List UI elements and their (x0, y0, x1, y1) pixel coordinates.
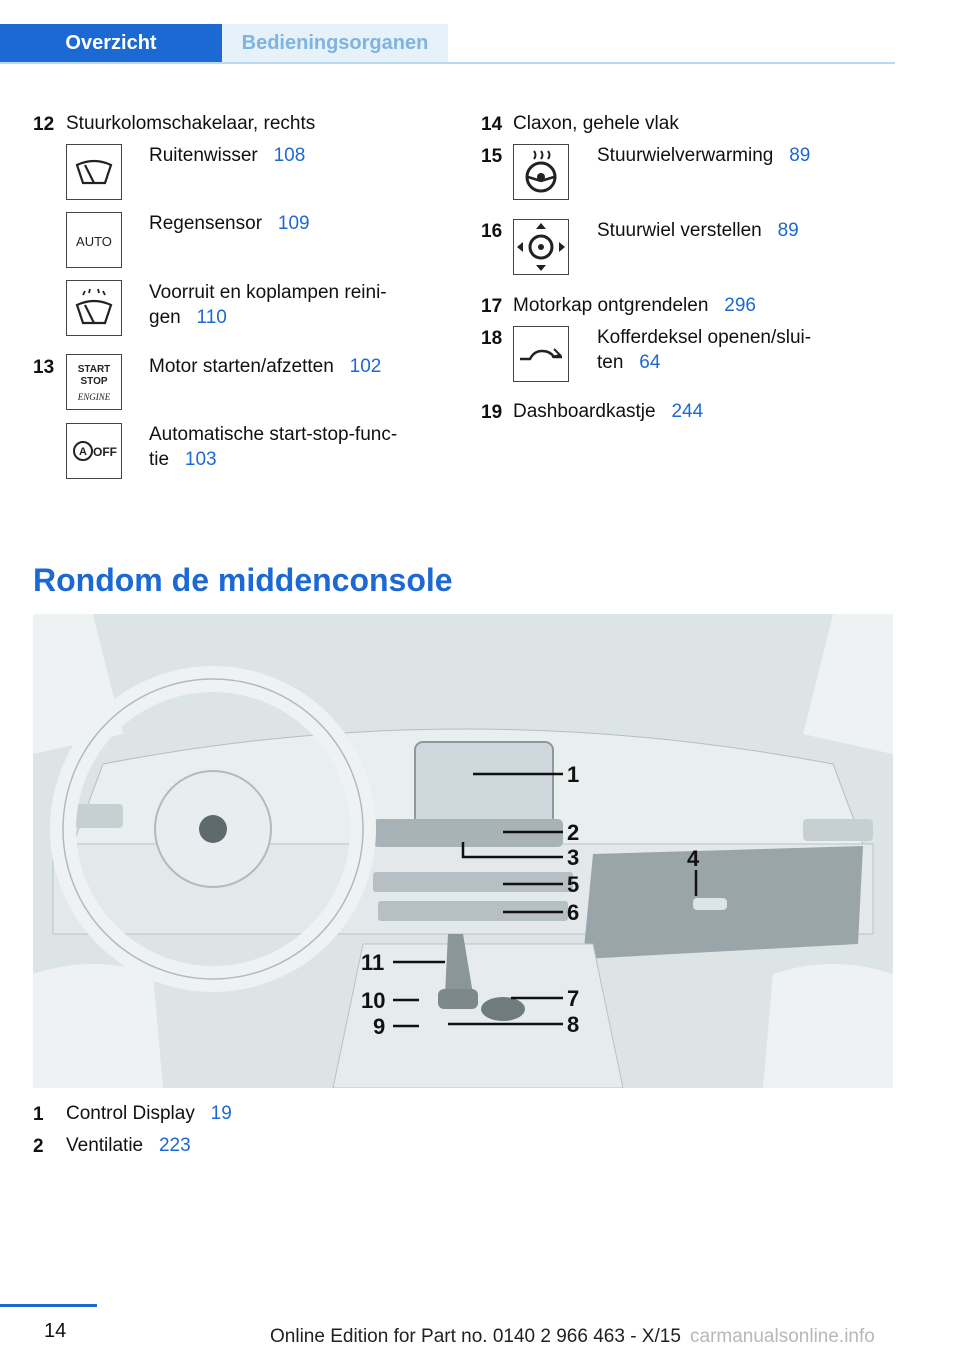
item-number-15: 15 (481, 146, 503, 167)
section-title: Rondom de middenconsole (33, 562, 453, 598)
page-ref-link[interactable]: 89 (777, 220, 799, 241)
item-number-13: 13 (33, 357, 55, 378)
item-regensensor: Regensensor 109 (149, 213, 310, 234)
svg-text:AUTO: AUTO (76, 234, 112, 249)
svg-text:STOP: STOP (80, 376, 108, 387)
svg-text:A: A (79, 446, 87, 458)
item-number-17: 17 (481, 296, 503, 317)
page-ref-link[interactable]: 19 (210, 1103, 232, 1124)
steering-adjust-icon (513, 219, 569, 275)
item-glovebox: Dashboardkastje 244 (513, 401, 704, 422)
callout-8: 8 (567, 1012, 580, 1037)
page-number: 14 (44, 1320, 67, 1342)
svg-text:OFF: OFF (93, 445, 117, 459)
item-trunk: Kofferdeksel openen/slui- ten 64 (597, 327, 812, 373)
item-steering-adjust: Stuurwiel verstellen 89 (597, 220, 799, 241)
legend-number-2: 2 (33, 1136, 44, 1157)
callout-6: 6 (567, 900, 580, 925)
header-bar (0, 0, 895, 64)
item-hood-release: Motorkap ontgrendelen 296 (513, 295, 756, 316)
watermark: carmanualsonline.info (690, 1326, 875, 1347)
auto-start-stop-off-icon (66, 423, 122, 479)
item-number-16: 16 (481, 221, 503, 242)
callout-7: 7 (567, 986, 580, 1011)
page-ref-link[interactable]: 110 (196, 307, 227, 328)
item-start-stop: Motor starten/afzetten 102 (149, 356, 382, 377)
page-ref-link[interactable]: 109 (277, 213, 310, 234)
callout-1: 1 (567, 762, 580, 787)
item-number-18: 18 (481, 328, 503, 349)
tab-overzicht[interactable]: Overzicht (0, 24, 222, 62)
page-ref-link[interactable]: 64 (639, 352, 661, 373)
page-ref-link[interactable]: 223 (158, 1135, 191, 1156)
callout-4: 4 (687, 846, 700, 871)
item-label-12: Stuurkolomschakelaar, rechts (66, 113, 316, 134)
callout-11: 11 (361, 950, 385, 975)
item-label-14: Claxon, gehele vlak (513, 113, 679, 134)
item-auto-start-stop: Automatische start-stop-func- tie 103 (149, 424, 398, 470)
callout-10: 10 (361, 988, 386, 1013)
page-ref-link[interactable]: 102 (349, 356, 382, 377)
legend-item-1: Control Display 19 (66, 1103, 232, 1124)
legend-item-2: Ventilatie 223 (66, 1135, 191, 1156)
start-stop-engine-icon (66, 354, 122, 410)
washer-icon (66, 280, 122, 336)
svg-text:START: START (77, 364, 111, 375)
footer-edition: Online Edition for Part no. 0140 2 966 463 - X/15 (270, 1326, 681, 1347)
footer-rule (0, 1304, 97, 1307)
item-steering-heating: Stuurwielverwarming 89 (597, 145, 811, 166)
callout-5: 5 (567, 872, 580, 897)
dashboard-illustration (33, 614, 893, 1088)
item-number-14: 14 (481, 114, 503, 135)
auto-icon (66, 212, 122, 268)
callout-2: 2 (567, 820, 580, 845)
page-ref-link[interactable]: 108 (273, 145, 306, 166)
callout-3: 3 (567, 845, 580, 870)
item-wiper: Ruitenwisser 108 (149, 145, 306, 166)
item-washer: Voorruit en koplampen reini- gen 110 (149, 282, 387, 328)
svg-text:ENGINE: ENGINE (77, 392, 111, 402)
legend-number-1: 1 (33, 1104, 44, 1125)
page-ref-link[interactable]: 244 (671, 401, 704, 422)
wiper-icon (66, 144, 122, 200)
page-ref-link[interactable]: 103 (184, 449, 217, 470)
callout-9: 9 (373, 1014, 386, 1039)
page-ref-link[interactable]: 89 (789, 145, 811, 166)
tab-bedieningsorganen[interactable]: Bedieningsorganen (222, 24, 448, 62)
page-ref-link[interactable]: 296 (724, 295, 756, 316)
item-number-12: 12 (33, 114, 55, 135)
steering-heating-icon (513, 144, 569, 200)
trunk-icon (513, 326, 569, 382)
item-number-19: 19 (481, 402, 503, 423)
